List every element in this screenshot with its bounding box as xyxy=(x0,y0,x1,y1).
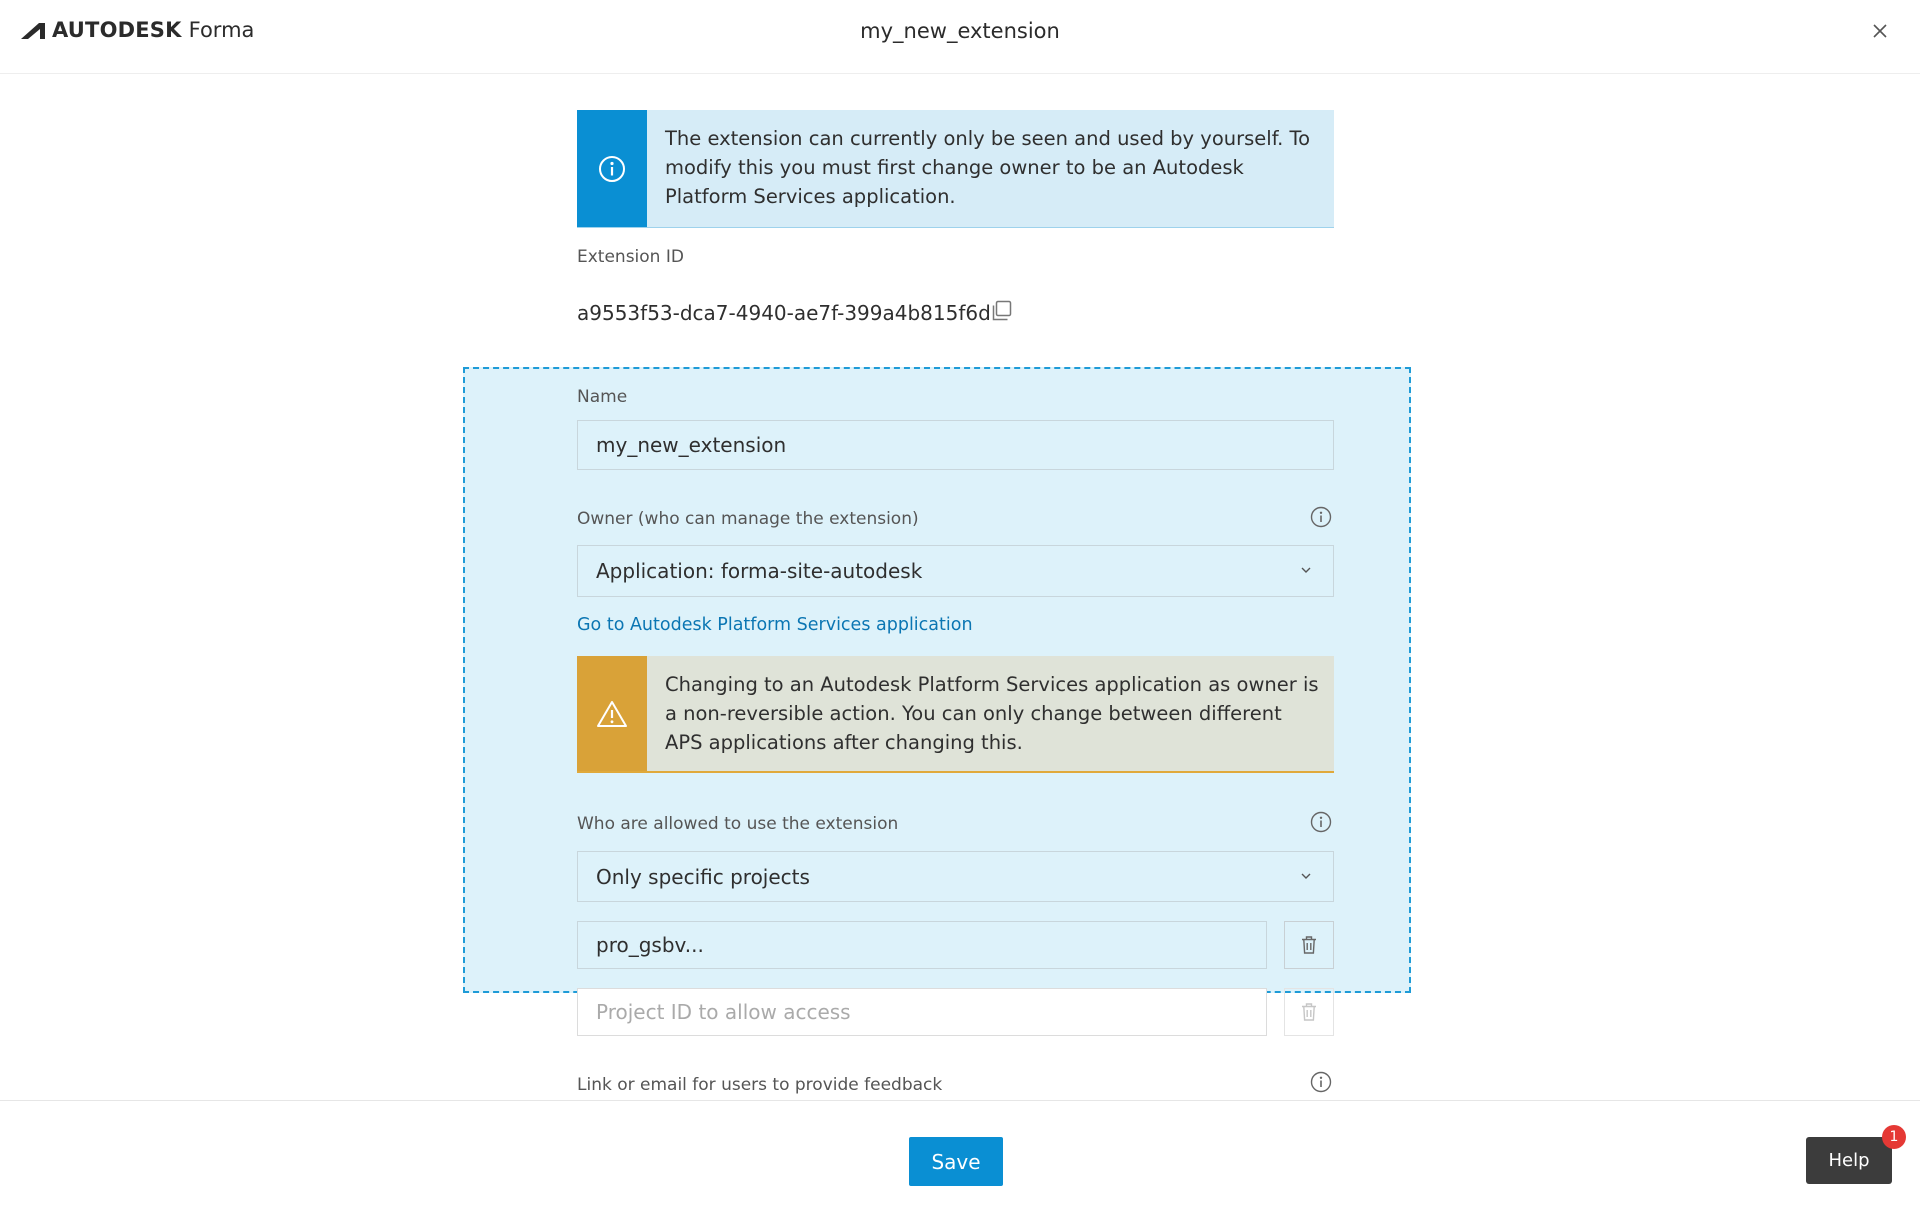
product-name: Forma xyxy=(188,18,255,42)
delete-project-button[interactable] xyxy=(1284,921,1334,969)
chevron-down-icon xyxy=(1299,563,1313,577)
access-select-value: Only specific projects xyxy=(596,864,810,889)
help-notification-badge: 1 xyxy=(1882,1125,1906,1149)
access-info-icon[interactable] xyxy=(1310,811,1332,833)
help-button[interactable]: Help xyxy=(1806,1137,1892,1184)
extension-id-value: a9553f53-dca7-4940-ae7f-399a4b815f6d xyxy=(577,301,991,325)
warning-banner xyxy=(577,656,1334,773)
feedback-info-icon[interactable] xyxy=(1310,1071,1332,1093)
brand-name: AUTODESK xyxy=(52,18,182,42)
extension-id-label: Extension ID xyxy=(577,247,684,267)
form-content[interactable] xyxy=(0,75,1920,1100)
owner-select-value: Application: forma-site-autodesk xyxy=(596,559,923,583)
footer-bar xyxy=(0,1100,1920,1209)
owner-select[interactable] xyxy=(577,545,1334,597)
close-icon[interactable] xyxy=(1868,19,1892,43)
project-id-value: pro_gsbv... xyxy=(596,933,704,957)
trash-icon xyxy=(1300,1002,1318,1022)
new-project-id-placeholder: Project ID to allow access xyxy=(596,1000,851,1024)
aps-application-link[interactable]: Go to Autodesk Platform Services application xyxy=(577,615,973,635)
access-select[interactable] xyxy=(577,851,1334,902)
warning-banner-text: Changing to an Autodesk Platform Services application as owner is a non-reversible action. You can only change between different APS applications after changing this. xyxy=(665,673,1319,754)
info-banner-text: The extension can currently only be seen and used by yourself. To modify this you must first change owner to be an Autodesk Platform Services application. xyxy=(665,127,1311,208)
trash-icon xyxy=(1300,935,1318,955)
warning-icon xyxy=(596,700,628,728)
owner-info-icon[interactable] xyxy=(1310,506,1332,528)
info-banner xyxy=(577,110,1334,228)
feedback-label: Link or email for users to provide feedback xyxy=(577,1075,943,1095)
name-label: Name xyxy=(577,387,628,407)
delete-empty-project-button[interactable] xyxy=(1284,988,1334,1036)
owner-label: Owner (who can manage the extension) xyxy=(577,509,919,529)
name-input-value: my_new_extension xyxy=(596,433,787,457)
info-banner-icon-strip xyxy=(577,110,647,227)
access-label: Who are allowed to use the extension xyxy=(577,814,899,834)
info-icon xyxy=(598,155,626,183)
name-input[interactable] xyxy=(577,420,1334,470)
page-title: my_new_extension xyxy=(860,19,1060,43)
app-header xyxy=(0,0,1920,74)
project-id-input[interactable] xyxy=(577,921,1267,969)
save-button[interactable]: Save xyxy=(909,1137,1003,1186)
new-project-id-input[interactable] xyxy=(577,988,1267,1036)
warning-banner-icon-strip xyxy=(577,656,647,771)
copy-icon[interactable] xyxy=(990,300,1012,322)
chevron-down-icon xyxy=(1299,869,1313,883)
